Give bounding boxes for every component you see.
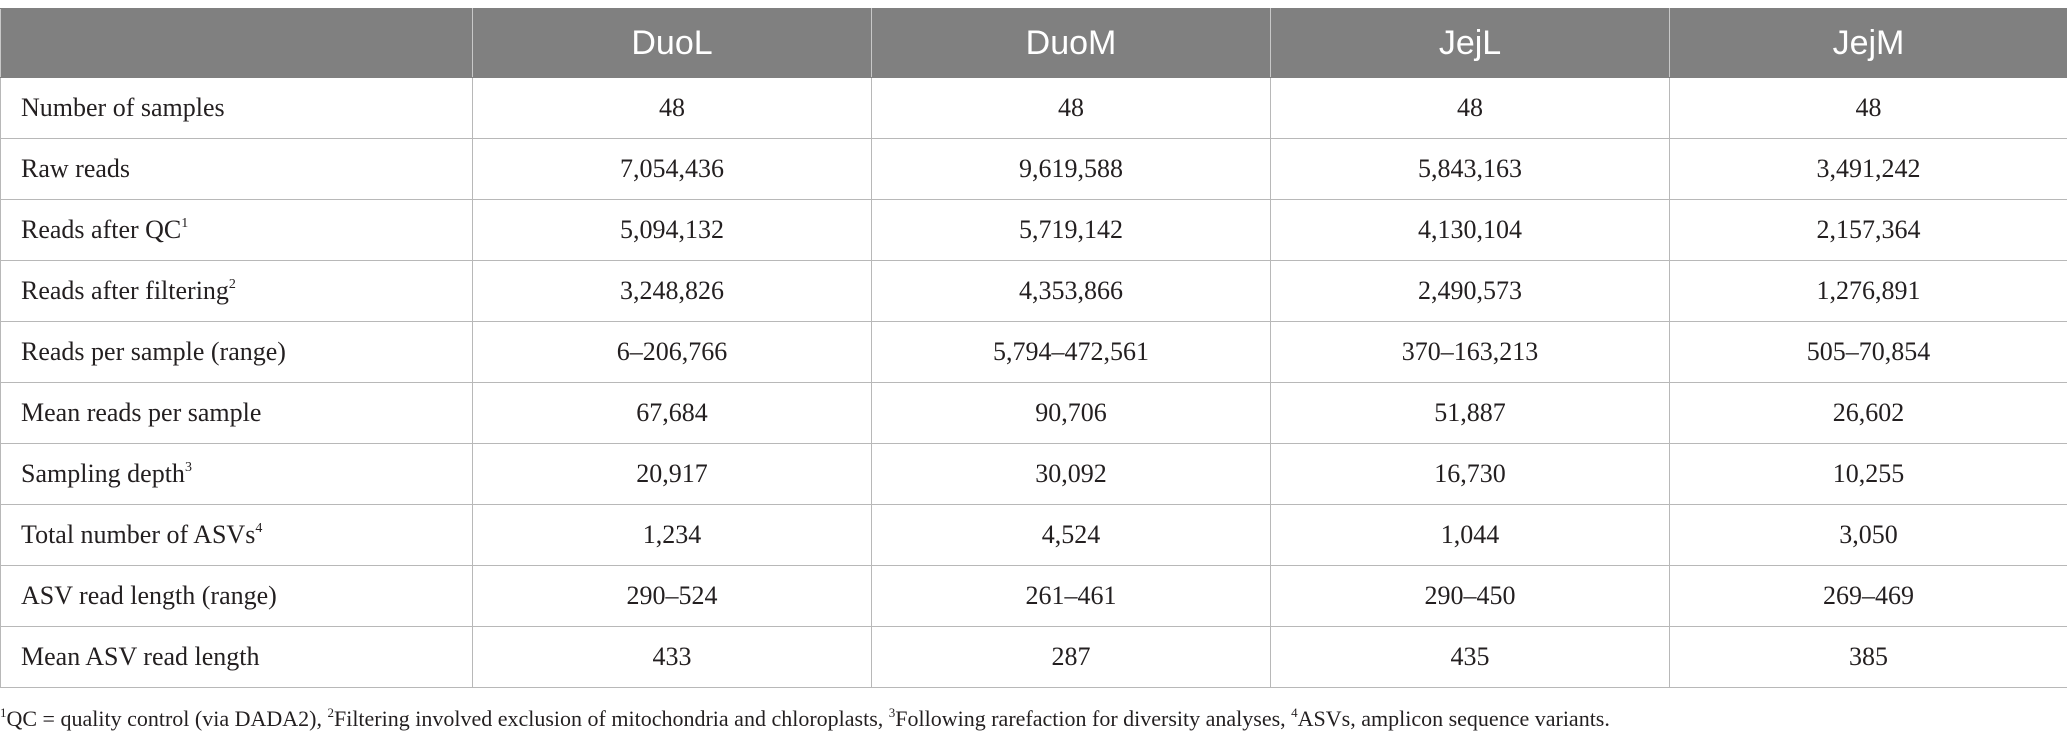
table-cell: 5,843,163 (1271, 139, 1670, 200)
table-cell: 10,255 (1670, 444, 2067, 505)
footnote-marker: 3 (184, 460, 192, 475)
table-cell: 5,794–472,561 (872, 322, 1271, 383)
table-cell: 4,524 (872, 505, 1271, 566)
table-row (1, 322, 2067, 383)
table-cell: 67,684 (473, 383, 872, 444)
table-cell: 433 (473, 627, 872, 688)
table-row (1, 261, 2067, 322)
table-cell: 4,130,104 (1271, 200, 1670, 261)
table-row (1, 566, 2067, 627)
row-label: Raw reads (21, 154, 131, 183)
header-cell-empty (1, 9, 473, 78)
table-cell: 3,050 (1670, 505, 2067, 566)
table-cell: 1,044 (1271, 505, 1670, 566)
row-label: Reads after QC (21, 215, 182, 244)
table-cell: 48 (473, 78, 872, 139)
footnote-text: ASVs, amplicon sequence variants. (1297, 706, 1610, 731)
table-cell: 26,602 (1670, 383, 2067, 444)
table-row (1, 383, 2067, 444)
row-label: Total number of ASVs (21, 520, 256, 549)
table-cell: 4,353,866 (872, 261, 1271, 322)
row-label: Number of samples (21, 93, 225, 122)
footnote-marker: 2 (228, 277, 236, 292)
data-table (0, 8, 2067, 688)
table-cell: 287 (872, 627, 1271, 688)
header-cell-jejl: JejL (1271, 9, 1670, 78)
row-label-cell (1, 78, 473, 139)
header-cell-jejm: JejM (1670, 9, 2067, 78)
table-cell: 505–70,854 (1670, 322, 2067, 383)
row-label: Mean reads per sample (21, 398, 262, 427)
row-label-cell (1, 444, 473, 505)
table-row (1, 139, 2067, 200)
table-cell: 2,490,573 (1271, 261, 1670, 322)
row-label: Reads after filtering (21, 276, 229, 305)
table-cell: 3,248,826 (473, 261, 872, 322)
table-cell: 2,157,364 (1670, 200, 2067, 261)
row-label-cell (1, 505, 473, 566)
table-cell: 16,730 (1271, 444, 1670, 505)
table-cell: 6–206,766 (473, 322, 872, 383)
footnote-marker: 1 (0, 705, 7, 720)
footnote-marker: 2 (327, 705, 334, 720)
table-cell: 5,094,132 (473, 200, 872, 261)
header-row (1, 9, 2067, 78)
table-cell: 261–461 (872, 566, 1271, 627)
table-cell: 290–524 (473, 566, 872, 627)
table-cell: 435 (1271, 627, 1670, 688)
row-label-cell (1, 566, 473, 627)
header-cell-duom: DuoM (872, 9, 1271, 78)
table-footnote (0, 706, 2067, 732)
table-cell: 51,887 (1271, 383, 1670, 444)
table-cell: 48 (1670, 78, 2067, 139)
table-cell: 90,706 (872, 383, 1271, 444)
table-cell: 290–450 (1271, 566, 1670, 627)
header-cell-duol: DuoL (473, 9, 872, 78)
table-body (1, 78, 2067, 688)
footnote-marker: 4 (255, 521, 263, 536)
row-label-cell (1, 322, 473, 383)
footnote-text: Following rarefaction for diversity analyses, (895, 706, 1292, 731)
row-label-cell (1, 627, 473, 688)
row-label: Sampling depth (21, 459, 185, 488)
footnote-marker: 4 (1291, 705, 1298, 720)
row-label-cell (1, 200, 473, 261)
table-row (1, 200, 2067, 261)
table-cell: 9,619,588 (872, 139, 1271, 200)
row-label: Reads per sample (range) (21, 337, 286, 366)
table-row (1, 444, 2067, 505)
row-label: ASV read length (range) (21, 581, 277, 610)
footnote-text: Filtering involved exclusion of mitochondria and chloroplasts, (333, 706, 889, 731)
table-cell: 5,719,142 (872, 200, 1271, 261)
table-cell: 370–163,213 (1271, 322, 1670, 383)
table-row (1, 505, 2067, 566)
table-cell: 30,092 (872, 444, 1271, 505)
table-cell: 3,491,242 (1670, 139, 2067, 200)
footnote-text: QC = quality control (via DADA2), (6, 706, 328, 731)
table-row (1, 78, 2067, 139)
footnote-marker: 1 (181, 216, 189, 231)
footnote-marker: 3 (888, 705, 896, 720)
table-cell: 1,234 (473, 505, 872, 566)
table-cell: 7,054,436 (473, 139, 872, 200)
table-cell: 269–469 (1670, 566, 2067, 627)
table-cell: 20,917 (473, 444, 872, 505)
table-container (0, 8, 2067, 688)
table-cell: 385 (1670, 627, 2067, 688)
table-row (1, 627, 2067, 688)
table-cell: 1,276,891 (1670, 261, 2067, 322)
row-label-cell (1, 383, 473, 444)
table-header (1, 9, 2067, 78)
row-label-cell (1, 261, 473, 322)
row-label: Mean ASV read length (21, 642, 260, 671)
table-cell: 48 (872, 78, 1271, 139)
table-cell: 48 (1271, 78, 1670, 139)
row-label-cell (1, 139, 473, 200)
